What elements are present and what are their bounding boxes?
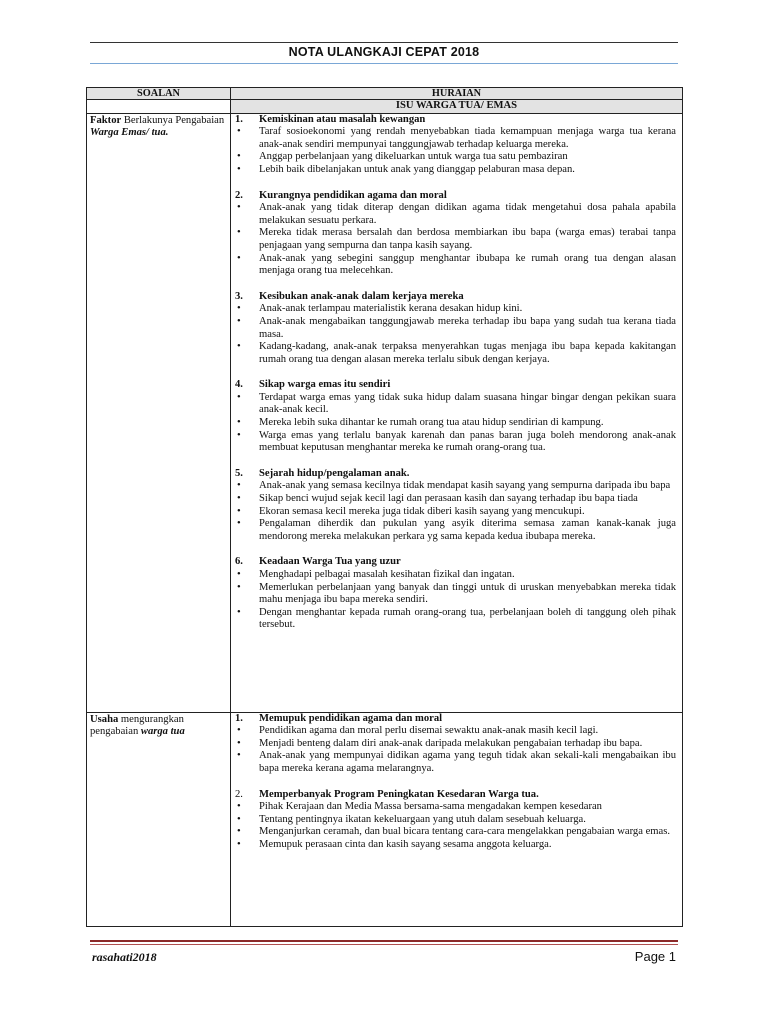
list-item — [235, 126, 676, 151]
bullet-list — [235, 801, 676, 851]
bullet-text: Lebih baik dibelanjakan untuk anak yang dianggap pelaburan masa depan. — [259, 163, 575, 175]
bullet-text: Anak-anak terlampau materialistik kerana desakan hidup kini. — [259, 303, 523, 315]
bullet-icon: • — [237, 303, 241, 315]
point-number: 6. — [235, 556, 243, 568]
bullet-icon: • — [237, 838, 241, 850]
bullet-icon: • — [237, 126, 241, 138]
point-section — [235, 291, 676, 367]
list-item — [235, 826, 676, 839]
point-number: 2. — [235, 788, 243, 800]
question-emphasis: Warga Emas/ tua. — [90, 127, 169, 139]
bullet-text: Memupuk perasaan cinta dan kasih sayang sesama anggota keluarga. — [259, 838, 552, 850]
section-title: ISU WARGA TUA/ EMAS — [231, 100, 683, 114]
bullet-icon: • — [237, 227, 241, 239]
point-number: 4. — [235, 379, 243, 391]
header-huraian: HURAIAN — [231, 88, 683, 100]
point-number: 5. — [235, 467, 243, 479]
point-section — [235, 789, 676, 852]
question-cell — [87, 712, 231, 926]
bullet-text: Anak-anak yang tidak diterap dengan didikan agama tidak mengetahui dosa pahala apabila melakukan sesuatu perkara. — [259, 202, 676, 226]
bullet-text: Pengalaman diherdik dan pukulan yang asyik diterima semasa zaman kanak-kanak juga mendorong mereka melakukan perkara yg sama kepada kedua ibubapa mereka. — [259, 518, 676, 542]
point-number: 1. — [235, 113, 243, 125]
bullet-icon: • — [237, 606, 241, 618]
bullet-icon: • — [237, 417, 241, 429]
bullet-list — [235, 202, 676, 278]
list-item — [235, 738, 676, 751]
question-bold: Usaha — [90, 713, 119, 725]
question-text: mengurangkan pengabaian — [90, 713, 184, 738]
point-heading — [235, 379, 676, 392]
bullet-icon: • — [237, 151, 241, 163]
point-section — [235, 114, 676, 177]
bullet-icon: • — [237, 163, 241, 175]
point-number: 3. — [235, 290, 243, 302]
bullet-text: Menjadi benteng dalam diri anak-anak daripada melakukan pengabaian terhadap ibu bapa. — [259, 737, 643, 749]
list-item — [235, 417, 676, 430]
list-item — [235, 506, 676, 519]
point-section — [235, 713, 676, 776]
list-item — [235, 316, 676, 341]
bullet-text: Menganjurkan ceramah, dan bual bicara tentang cara-cara mengelakkan pengabaian warga emas. — [259, 826, 670, 838]
bullet-text: Mereka tidak merasa bersalah dan berdosa membiarkan ibu bapa (warga emas) terabai tanpa penjagaan yang sempurna dan tanpa kasih sayang. — [259, 227, 676, 251]
section-title-row — [87, 100, 683, 114]
list-item — [235, 227, 676, 252]
bullet-text: Dengan menghantar kepada rumah orang-orang tua, perbelanjaan boleh di tanggung oleh pihak tersebut. — [259, 606, 676, 631]
list-item — [235, 202, 676, 227]
document-title: NOTA ULANGKAJI CEPAT 2018 — [288, 45, 480, 59]
bullet-text: Anggap perbelanjaan yang dikeluarkan untuk warga tua satu pembaziran — [259, 151, 568, 163]
question-emphasis: warga tua — [140, 726, 185, 738]
list-item — [235, 569, 676, 582]
header-soalan: SOALAN — [87, 88, 231, 100]
point-title: Kesibukan anak-anak dalam kerjaya mereka — [259, 290, 464, 302]
point-title: Memupuk pendidikan agama dan moral — [259, 712, 443, 724]
point-title: Keadaan Warga Tua yang uzur — [259, 556, 401, 568]
bullet-text: Anak-anak yang sebegini sanggup menghantar ibubapa ke rumah orang tua dengan alasan menjaga orang tua melecehkan. — [259, 252, 676, 277]
bullet-icon: • — [237, 480, 241, 492]
question-text: Berlakunya Pengabaian — [121, 114, 225, 126]
point-title: Kemiskinan atau masalah kewangan — [259, 113, 426, 125]
point-title: Kurangnya pendidikan agama dan moral — [259, 189, 447, 201]
table-header-row — [87, 88, 683, 100]
point-heading — [235, 556, 676, 569]
bullet-icon: • — [237, 737, 241, 749]
bullet-text: Anak-anak yang semasa kecilnya tidak mendapat kasih sayang yang sempurna daripada ibu bapa — [259, 480, 671, 492]
bullet-text: Taraf sosioekonomi yang rendah menyebabkan tiada kemampuan menjaga warga tua kerana anak-anak sendiri mempunyai tanggungjawab terhadap keluarga mereka. — [259, 126, 676, 150]
list-item — [235, 164, 676, 177]
point-section — [235, 468, 676, 544]
list-item — [235, 725, 676, 738]
bullet-list — [235, 480, 676, 543]
footer-author: rasahati2018 — [92, 950, 157, 964]
point-heading — [235, 190, 676, 203]
bullet-text: Pihak Kerajaan dan Media Massa bersama-sama mengadakan kempen kesedaran — [259, 801, 602, 813]
table-row — [87, 113, 683, 712]
bullet-icon: • — [237, 505, 241, 517]
bullet-icon: • — [237, 725, 241, 737]
header-rule-bottom — [90, 63, 678, 64]
answer-cell — [231, 113, 683, 712]
list-item — [235, 814, 676, 827]
bullet-icon: • — [237, 581, 241, 593]
list-item — [235, 801, 676, 814]
list-item — [235, 151, 676, 164]
point-heading — [235, 789, 676, 802]
list-item — [235, 341, 676, 366]
point-number: 1. — [235, 712, 243, 724]
bullet-text: Kadang-kadang, anak-anak terpaksa menyerahkan tugas menjaga ibu bapa kepada kakitangan rumah orang tua dengan alasan mereka terlalu sibuk dengan kerjaya. — [259, 341, 676, 365]
notes-table — [86, 87, 683, 927]
list-item — [235, 607, 676, 632]
bullet-text: Memerlukan perbelanjaan yang banyak dan tinggi untuk di uruskan menyebabkan mereka tidak mahu menjaga ibu bapa mereka sendiri. — [259, 581, 676, 606]
bullet-text: Menghadapi pelbagai masalah kesihatan fizikal dan ingatan. — [259, 569, 515, 580]
header-rule-top — [90, 42, 678, 43]
bullet-icon: • — [237, 202, 241, 214]
bullet-text: Terdapat warga emas yang tidak suka hidup dalam suasana hingar bingar dengan pekikan suara anak-anak kecil. — [259, 391, 676, 416]
bullet-list — [235, 303, 676, 366]
point-title: Sejarah hidup/pengalaman anak. — [259, 467, 410, 479]
bullet-icon: • — [237, 801, 241, 813]
list-item — [235, 303, 676, 316]
footer-rule-1 — [90, 940, 678, 942]
bullet-icon: • — [237, 252, 241, 264]
question-bold: Faktor — [90, 114, 122, 126]
bullet-text: Anak-anak yang mempunyai didikan agama yang teguh tidak akan sekali-kali mengabaikan ibu bapa mereka kerana agama melarangnya. — [259, 750, 676, 774]
point-heading — [235, 114, 676, 127]
bullet-text: Mereka lebih suka dihantar ke rumah orang tua atau hidup sendirian di kampung. — [259, 417, 604, 429]
bullet-text: Tentang pentingnya ikatan kekeluargaan yang utuh dalam sesebuah keluarga. — [259, 813, 586, 825]
point-title: Memperbanyak Program Peningkatan Kesedaran Warga tua. — [259, 788, 539, 800]
list-item — [235, 480, 676, 493]
bullet-icon: • — [237, 429, 241, 441]
list-item — [235, 392, 676, 417]
bullet-text: Warga emas yang terlalu banyak karenah dan panas baran juga boleh mendorong anak-anak membuat keputusan menghantar mereka ke rumah orang-orang tua. — [259, 429, 676, 454]
list-item — [235, 582, 676, 607]
table-row — [87, 712, 683, 926]
bullet-text: Anak-anak mengabaikan tanggungjawab mereka terhadap ibu bapa yang sudah tua kerana tiada masa. — [259, 315, 676, 340]
bullet-icon: • — [237, 391, 241, 403]
list-item — [235, 750, 676, 775]
list-item — [235, 430, 676, 455]
point-number: 2. — [235, 189, 243, 201]
bullet-list — [235, 725, 676, 775]
footer-rule-2 — [90, 944, 678, 945]
point-heading — [235, 713, 676, 726]
point-heading — [235, 468, 676, 481]
point-heading — [235, 291, 676, 304]
bullet-list — [235, 569, 676, 632]
bullet-icon: • — [237, 569, 241, 580]
bullet-icon: • — [237, 315, 241, 327]
bullet-icon: • — [237, 813, 241, 825]
answer-cell — [231, 712, 683, 926]
bullet-text: Ekoran semasa kecil mereka juga tidak diberi kasih sayang yang mencukupi. — [259, 505, 585, 517]
bullet-text: Pendidikan agama dan moral perlu disemai sewaktu anak-anak masih kecil lagi. — [259, 725, 599, 737]
list-item — [235, 493, 676, 506]
list-item — [235, 839, 676, 852]
bullet-icon: • — [237, 750, 241, 762]
bullet-icon: • — [237, 493, 241, 505]
list-item — [235, 253, 676, 278]
point-section — [235, 556, 676, 632]
point-section — [235, 379, 676, 455]
page-number: Page 1 — [634, 949, 676, 964]
bullet-icon: • — [237, 341, 241, 353]
point-title: Sikap warga emas itu sendiri — [259, 379, 391, 391]
bullet-text: Sikap benci wujud sejak kecil lagi dan perasaan kasih dan sayang terhadap ibu bapa tiada — [259, 493, 638, 505]
list-item — [235, 518, 676, 543]
question-cell — [87, 113, 231, 712]
point-section — [235, 190, 676, 278]
bullet-list — [235, 392, 676, 455]
bullet-list — [235, 126, 676, 176]
bullet-icon: • — [237, 826, 241, 838]
bullet-icon: • — [237, 518, 241, 530]
